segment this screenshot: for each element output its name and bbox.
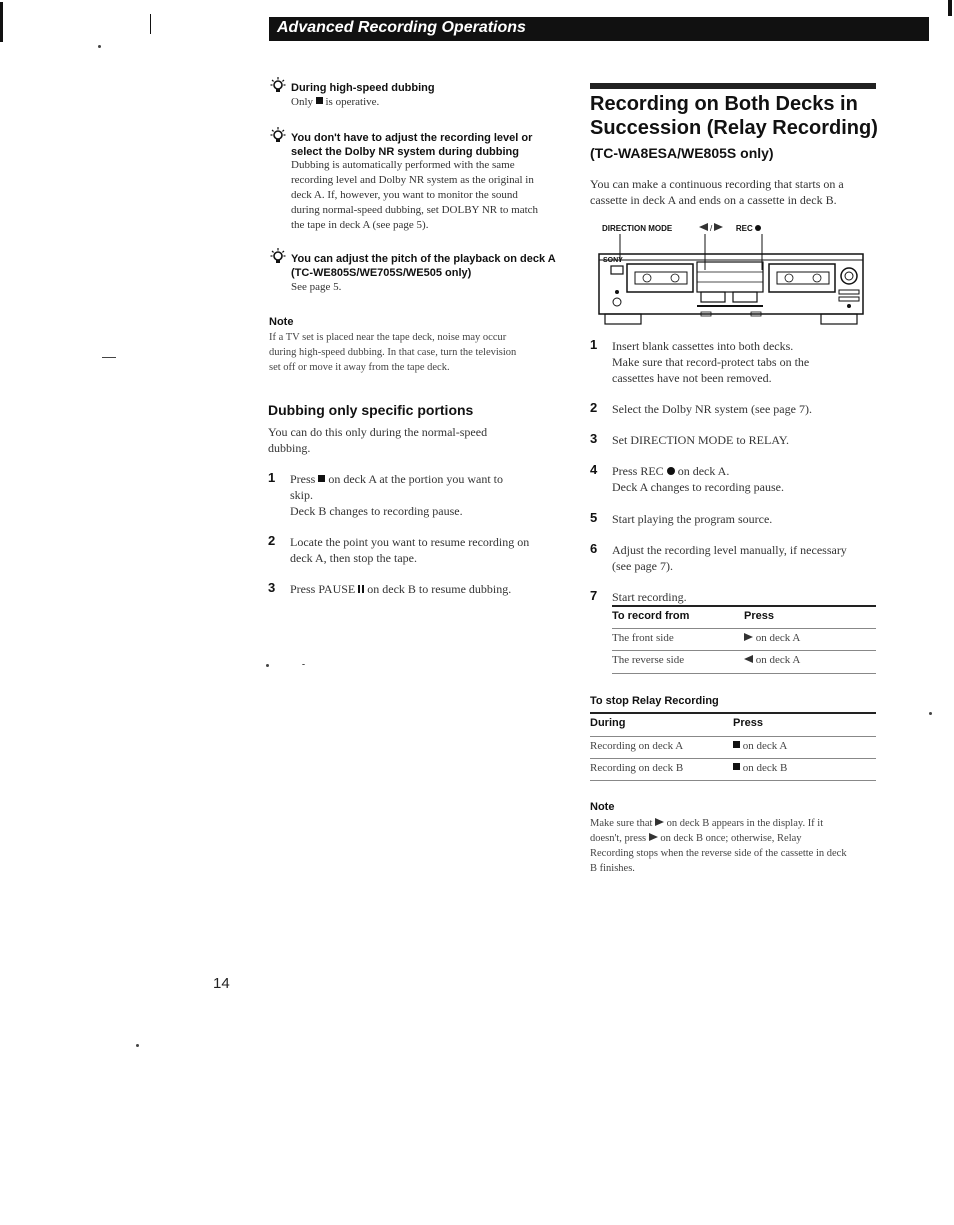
lightbulb-icon	[270, 126, 286, 144]
margin-mark	[150, 14, 151, 34]
table-cell: on deck A	[733, 740, 787, 752]
step-text: Start playing the program source.	[612, 512, 773, 526]
step-text: Press REC on deck A. Deck A changes to recording pause.	[612, 464, 784, 494]
step-number: 4	[590, 462, 598, 477]
step-text: Locate the point you want to resume recording on deck A, then stop the tape.	[290, 535, 530, 565]
step-text: Press on deck A at the portion you want to skip. Deck B changes to recording pause.	[290, 472, 503, 518]
forward-play-icon	[744, 633, 753, 641]
table-cell: on deck A	[744, 654, 800, 666]
section-title: Dubbing only specific portions	[268, 402, 474, 418]
step-text: Start recording.	[612, 590, 687, 604]
reverse-play-icon	[699, 223, 708, 231]
diagram-labels: DIRECTION MODE / REC	[602, 223, 761, 233]
stop-icon	[733, 741, 740, 748]
step-number: 2	[268, 533, 276, 548]
direction-mode-label: DIRECTION MODE	[602, 224, 673, 233]
step-number: 1	[590, 337, 598, 352]
step-number: 5	[590, 510, 598, 525]
step-number: 7	[590, 588, 598, 603]
table-rule	[590, 780, 876, 781]
forward-play-icon	[655, 818, 664, 826]
step-number: 3	[590, 431, 598, 446]
speck	[266, 664, 269, 667]
table-cell: Recording on deck A	[590, 740, 684, 752]
table-title: To stop Relay Recording	[590, 695, 719, 707]
margin-mark	[948, 0, 952, 16]
section-rule	[590, 83, 876, 89]
forward-play-icon	[714, 223, 723, 231]
table-rule	[612, 673, 876, 674]
step-number: 3	[268, 580, 276, 595]
step-text: Insert blank cassettes into both decks. Make sure that record-protect tabs on the cassettes have not been removed.	[612, 339, 810, 385]
table-rule	[590, 758, 876, 759]
rec-label: REC	[735, 224, 753, 233]
tip-heading: You don't have to adjust the recording level or select the Dolby NR system during dubbing	[291, 132, 533, 158]
table-rule	[590, 712, 876, 714]
step-text: Select the Dolby NR system (see page 7).	[612, 402, 812, 416]
note-label: Note	[590, 801, 615, 813]
lightbulb-icon	[270, 76, 286, 94]
section-intro: You can do this only during the normal-speed dubbing.	[268, 425, 488, 455]
record-icon	[667, 467, 675, 475]
stop-icon	[316, 97, 323, 104]
tip-heading: You can adjust the pitch of the playback on deck A (TC-WE805S/WE705S/WE505 only)	[291, 253, 556, 279]
table-cell: on deck B	[733, 762, 787, 774]
tip-heading: During high-speed dubbing	[291, 82, 435, 94]
table-rule	[590, 736, 876, 737]
cassette-deck-illustration	[597, 234, 867, 330]
speck	[102, 357, 116, 358]
table-header: During	[590, 717, 626, 729]
page-subtitle: (TC-WA8ESA/WE805S only)	[590, 145, 774, 161]
forward-play-icon	[649, 833, 658, 841]
table-rule	[612, 628, 876, 629]
table-rule	[612, 650, 876, 651]
note-label: Note	[269, 316, 294, 328]
step-number: 2	[590, 400, 598, 415]
table-header: Press	[744, 610, 774, 622]
speck	[98, 45, 101, 48]
speck	[929, 712, 932, 715]
table-cell: on deck A	[744, 632, 800, 644]
step-number: 6	[590, 541, 598, 556]
tip-body: See page 5.	[291, 281, 342, 293]
table-cell: The reverse side	[612, 654, 685, 666]
reverse-play-icon	[744, 655, 753, 663]
section-header-title: Advanced Recording Operations	[277, 19, 526, 36]
page-title: Recording on Both Decks in Succession (Relay Recording)	[590, 93, 878, 139]
table-cell: Recording on deck B	[590, 762, 684, 774]
speck	[302, 664, 305, 665]
note-body: If a TV set is placed near the tape deck, noise may occur during high-speed dubbing. In that case, turn the television set off or move it away from the tape deck.	[269, 332, 517, 373]
pause-icon	[358, 585, 364, 593]
margin-mark	[0, 2, 3, 42]
step-text: Set DIRECTION MODE to RELAY.	[612, 433, 790, 447]
note-body: Make sure that on deck B appears in the display. If it doesn't, press on deck B once; otherwise, Relay Recording stops when the reverse side of the cassette in deck B finishes.	[590, 818, 847, 874]
table-header: To record from	[612, 610, 690, 622]
page-number: 14	[213, 975, 230, 992]
step-text: Press PAUSE on deck B to resume dubbing.	[290, 582, 512, 596]
stop-icon	[733, 763, 740, 770]
record-icon	[755, 225, 761, 231]
stop-icon	[318, 475, 325, 482]
lightbulb-icon	[270, 247, 286, 265]
tip-body: Only is operative.	[291, 96, 380, 108]
table-cell: The front side	[612, 632, 674, 644]
section-header-bar	[269, 17, 929, 41]
table-header: Press	[733, 717, 763, 729]
section-intro: You can make a continuous recording that starts on a cassette in deck A and ends on a cassette in deck B.	[590, 177, 844, 207]
brand-logo: SONY	[603, 257, 623, 264]
speck	[136, 1044, 139, 1047]
table-rule	[612, 605, 876, 607]
step-text: Adjust the recording level manually, if necessary (see page 7).	[612, 543, 847, 573]
step-number: 1	[268, 470, 276, 485]
tip-body: Dubbing is automatically performed with the same recording level and Dolby NR system as the original in deck A. If, however, you want to monitor the sound during normal-speed dubbing, set DOLBY NR to match the tape in deck A (see page 5).	[291, 159, 539, 231]
